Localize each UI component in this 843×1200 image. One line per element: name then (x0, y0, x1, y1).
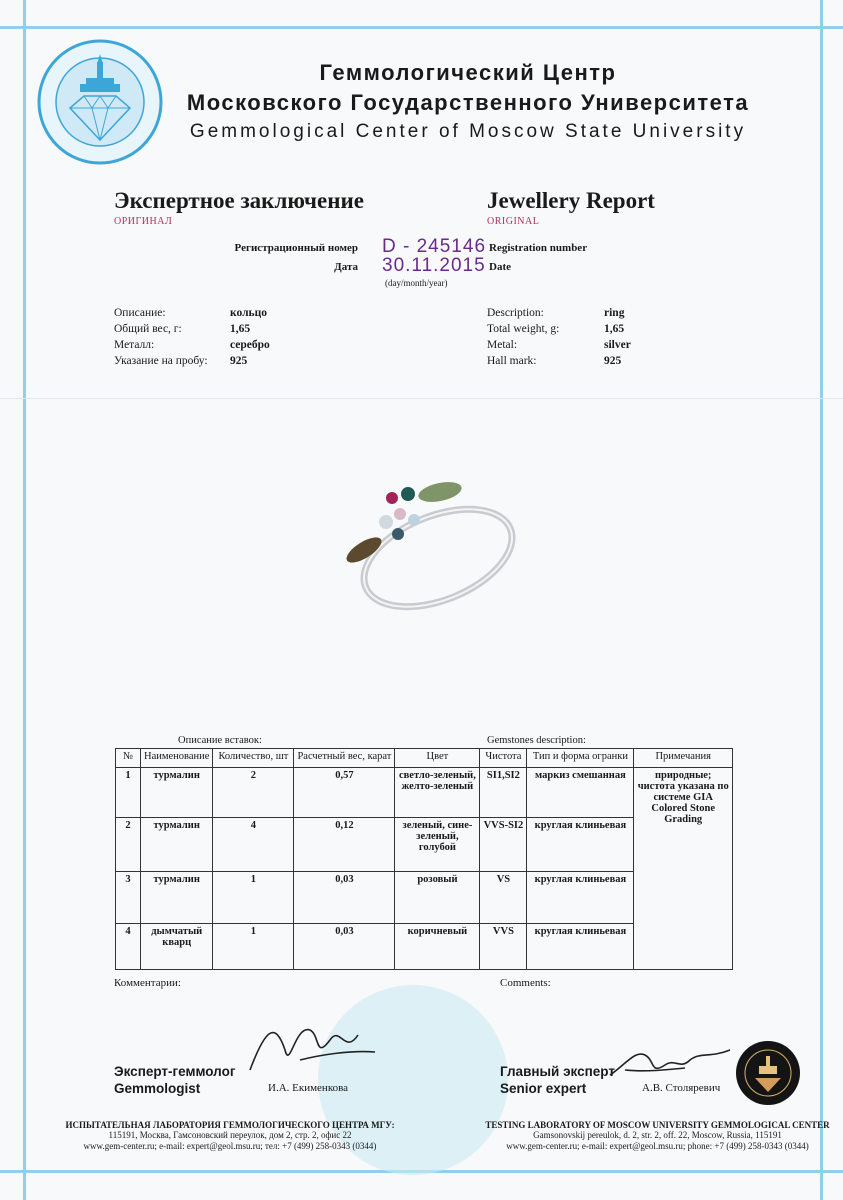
footer-left (60, 1120, 400, 1152)
hallmark-label-en: Hall mark: (487, 355, 537, 367)
comments-label-ru: Комментарии: (114, 977, 181, 989)
cell: 0,12 (294, 818, 395, 872)
cell: турмалин (141, 768, 213, 818)
cell: круглая клиньевая (527, 924, 634, 970)
frame-left (23, 0, 26, 1200)
cell: 0,03 (294, 872, 395, 924)
weight-label-ru: Общий вес, г: (114, 323, 182, 335)
reg-label-ru: Регистрационный номер (234, 242, 358, 254)
cell: VVS (480, 924, 527, 970)
desc-label-en: Description: (487, 307, 544, 319)
cell: 0,03 (294, 924, 395, 970)
table-header-row (116, 749, 733, 768)
header-title-ru-line1: Геммологический Центр (319, 60, 617, 85)
left-role-en: Gemmologist (114, 1081, 201, 1096)
hallmark-value-ru: 925 (230, 355, 248, 367)
round-seal (735, 1040, 801, 1106)
weight-value-ru: 1,65 (230, 323, 251, 335)
col-clarity: Чистота (480, 749, 527, 768)
cell: турмалин (141, 872, 213, 924)
col-color: Цвет (395, 749, 480, 768)
notes-cell: природные; чистота указана по системе GIA Colored Stone Grading (634, 768, 733, 970)
right-name: А.В. Столяревич (642, 1082, 721, 1094)
report-title-ru: Экспертное заключение (114, 188, 364, 213)
footer-left-title: ИСПЫТАТЕЛЬНАЯ ЛАБОРАТОРИЯ ГЕММОЛОГИЧЕСКОГО ЦЕНТРА МГУ: (65, 1120, 395, 1130)
weight-value-en: 1,65 (604, 323, 625, 335)
metal-value-ru: серебро (230, 339, 270, 351)
date-label-en: Date (489, 261, 511, 273)
col-weight: Расчетный вес, карат (294, 749, 395, 768)
metal-label-ru: Металл: (114, 339, 155, 351)
cell: круглая клиньевая (527, 818, 634, 872)
msu-logo (36, 38, 164, 166)
right-signature (605, 1030, 735, 1085)
date-value: 30.11.2015 (382, 255, 486, 276)
gemstones-table (115, 748, 733, 970)
cell: маркиз смешанная (527, 768, 634, 818)
metal-label-en: Metal: (487, 339, 518, 351)
footer-left-line1: 115191, Москва, Гамсоновский переулок, дом 2, стр. 2, офис 22 (108, 1130, 352, 1140)
cell: 1 (213, 924, 294, 970)
cell: VS (480, 872, 527, 924)
cell: 0,57 (294, 768, 395, 818)
footer-right-line1: Gamsonovskij pereulok, d. 2, str. 2, off. 22, Moscow, Russia, 115191 (533, 1130, 782, 1140)
left-role-ru: Эксперт-геммолог (114, 1064, 236, 1079)
cell: коричневый (395, 924, 480, 970)
metal-value-en: silver (604, 339, 631, 351)
original-ru: ОРИГИНАЛ (114, 216, 173, 227)
footer-left-line2: www.gem-center.ru; e-mail: expert@geol.msu.ru; тел: +7 (499) 258-0343 (0344) (83, 1141, 377, 1151)
weight-label-en: Total weight, g: (487, 323, 560, 335)
cell: круглая клиньевая (527, 872, 634, 924)
date-format: (day/month/year) (385, 278, 448, 288)
cell: светло-зеленый, желто-зеленый (395, 768, 480, 818)
cell: дымчатый кварц (141, 924, 213, 970)
gems-caption-en: Gemstones description: (487, 735, 586, 746)
desc-value-en: ring (604, 307, 625, 319)
cell: 2 (116, 818, 141, 872)
cell: 1 (213, 872, 294, 924)
reg-number: D - 245146 (382, 236, 487, 257)
fold-line (0, 398, 843, 399)
col-number: № (116, 749, 141, 768)
cell: 1 (116, 768, 141, 818)
frame-top (0, 26, 843, 29)
cell: розовый (395, 872, 480, 924)
footer-right (485, 1120, 830, 1152)
header-title-en: Gemmological Center of Moscow State University (189, 121, 747, 142)
report-title-en: Jewellery Report (487, 188, 655, 213)
col-notes: Примечания (634, 749, 733, 768)
frame-right (820, 0, 823, 1200)
cell: SI1,SI2 (480, 768, 527, 818)
hallmark-label-ru: Указание на пробу: (114, 355, 208, 367)
cell: турмалин (141, 818, 213, 872)
cell: VVS-SI2 (480, 818, 527, 872)
col-name: Наименование (141, 749, 213, 768)
footer-right-line2: www.gem-center.ru; e-mail: expert@geol.msu.ru; phone: +7 (499) 258-0343 (0344) (506, 1141, 809, 1151)
reg-label-en: Registration number (489, 242, 588, 254)
ring-photo (320, 460, 530, 620)
cell: 3 (116, 872, 141, 924)
original-en: ORIGINAL (487, 216, 540, 227)
footer-right-title: TESTING LABORATORY OF MOSCOW UNIVERSITY GEMMOLOGICAL CENTER (485, 1120, 830, 1130)
gems-caption-ru: Описание вставок: (178, 735, 262, 746)
right-role-en: Senior expert (500, 1081, 587, 1096)
left-name: И.А. Екименкова (268, 1082, 349, 1094)
comments-label-en: Comments: (500, 977, 551, 989)
left-signature (240, 1010, 380, 1080)
desc-value-ru: кольцо (230, 307, 267, 319)
date-label-ru: Дата (334, 261, 358, 273)
right-role-ru: Главный эксперт (500, 1064, 615, 1079)
cell: 4 (116, 924, 141, 970)
header-title-ru-line2: Московского Государственного Университета (186, 90, 750, 115)
cell: зеленый, сине-зеленый, голубой (395, 818, 480, 872)
hallmark-value-en: 925 (604, 355, 622, 367)
desc-label-ru: Описание: (114, 307, 166, 319)
cell: 4 (213, 818, 294, 872)
col-quantity: Количество, шт (213, 749, 294, 768)
table-row (116, 768, 733, 818)
col-cut: Тип и форма огранки (527, 749, 634, 768)
cell: 2 (213, 768, 294, 818)
